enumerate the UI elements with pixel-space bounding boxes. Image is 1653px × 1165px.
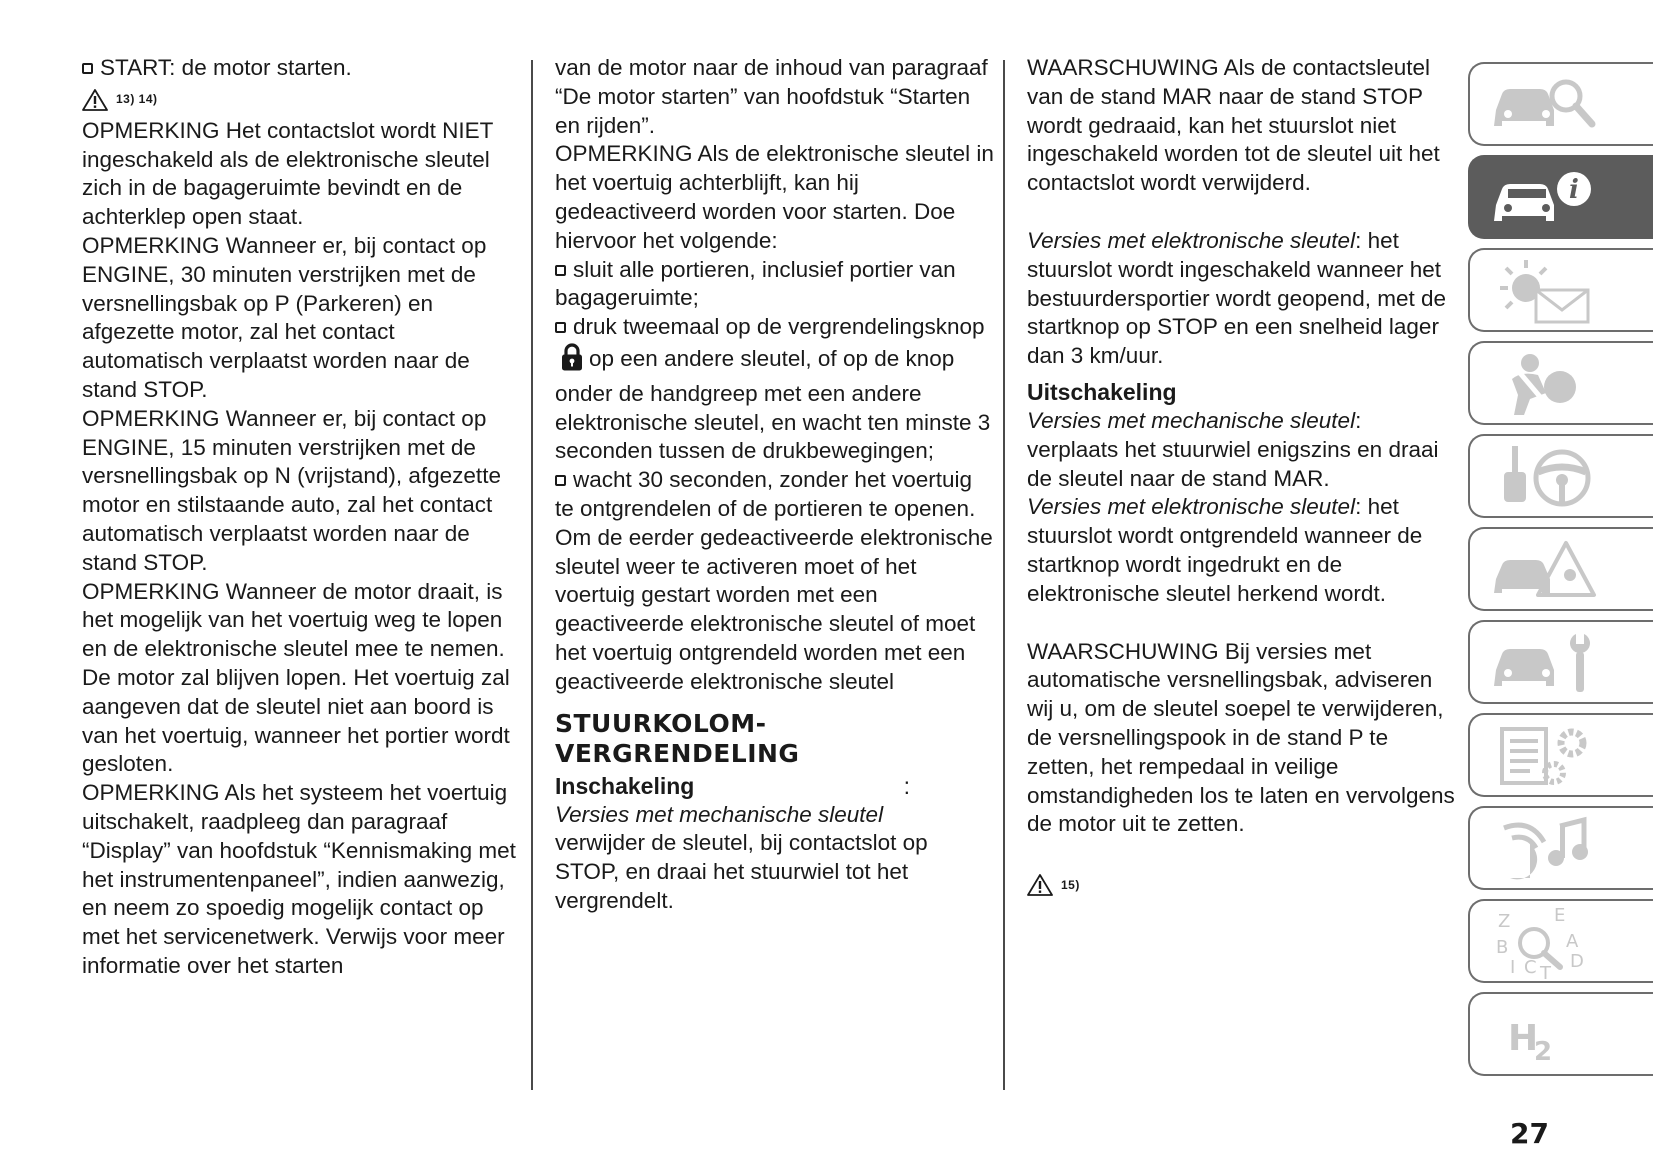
note-paragraph: OPMERKING Als de elektronische sleutel in het voertuig achterblijft, kan hij gedeactiveerd worden voor starten. Doe hiervoor het volgende: <box>555 141 994 253</box>
electronic-key-paragraph-2: Versies met elektronische sleutel: het stuurslot wordt ontgrendeld wanneer de startknop wordt ingedrukt en de elektronische sleutel herkend wordt. <box>1027 494 1423 606</box>
warning-triangle-icon <box>1027 874 1053 896</box>
note-paragraph: OPMERKING Het contactslot wordt NIET ingeschakeld als de elektronische sleutel zich in de bagageruimte bevindt en de achterklep open staat. <box>82 117 493 230</box>
column-2 <box>555 54 995 916</box>
column-1 <box>82 54 522 981</box>
tab-emergency[interactable] <box>1468 527 1653 611</box>
warning-reference <box>1027 868 1457 902</box>
reactivate-paragraph: Om de eerder gedeactiveerde elektronische sleutel weer te activeren moet of het voertuig gestart worden met een geactiveerde elektronische sleutel of moet het voertuig ontgrendeld worden met een geactiveerde elektronische sleutel <box>555 524 993 694</box>
key-steering-wheel-icon <box>1490 442 1600 512</box>
warning-lights-mail-icon <box>1490 256 1600 326</box>
column-divider <box>531 60 533 1090</box>
spacer <box>1027 839 1457 868</box>
bullet-square-icon <box>555 475 566 486</box>
spacer <box>1027 609 1457 638</box>
bullet-start: START: de motor starten. <box>82 54 522 83</box>
mechanical-key-paragraph: Versies met mechanische sleutel: verplaats het stuurwiel enigszins en draai de sleutel naar de stand MAR. <box>1027 407 1439 491</box>
lock-icon <box>559 342 585 380</box>
index-letter: B <box>1496 937 1509 958</box>
tab-maintenance[interactable] <box>1468 620 1653 704</box>
bullet-square-icon <box>555 265 566 276</box>
index-letter: T <box>1540 963 1551 981</box>
column-3 <box>1027 54 1457 902</box>
index-letter: D <box>1570 951 1584 972</box>
tab-multimedia[interactable] <box>1468 806 1653 890</box>
section-heading: STUURKOLOM- VERGRENDELING <box>555 708 800 768</box>
subheading-uitschakeling: Uitschakeling <box>1027 378 1177 405</box>
index-letter: C <box>1524 957 1537 978</box>
specifications-gear-icon <box>1490 721 1600 791</box>
warning-refs-text: 13) 14) <box>116 92 158 107</box>
car-search-icon <box>1490 70 1600 140</box>
continuation-paragraph: van de motor naar de inhoud van paragraaf “De motor starten” van hoofdstuk “Starten en rijden”. <box>555 55 988 138</box>
tab-warning-lights[interactable] <box>1468 248 1653 332</box>
bullet-item: druk tweemaal op de vergrendelingsknopop een andere sleutel, of op de knop onder de handgreep met een andere elektronische sleutel, en wacht ten minste 3 seconden tussen de drukbewegingen; <box>555 314 991 464</box>
index-letter: I <box>1510 957 1516 978</box>
car-info-icon <box>1490 163 1600 233</box>
car-warning-triangle-icon <box>1490 535 1600 605</box>
warning-reference <box>82 83 522 117</box>
bullet-item: sluit alle portieren, inclusief portier van bagageruimte; <box>555 256 956 311</box>
page-number: 27 <box>1510 1117 1549 1150</box>
italic-versions-label: Versies met mechanische sleutel <box>555 801 884 827</box>
tab-specifications[interactable] <box>1468 713 1653 797</box>
note-paragraph: OPMERKING Wanneer de motor draait, is het mogelijk van het voertuig weg te lopen en de elektronische sleutel mee te nemen. De motor zal blijven lopen. Het voertuig zal aangeven dat de sleutel niet aan boord is van het voertuig, wanneer het portier wordt gesloten. <box>82 578 510 777</box>
tab-starting-driving[interactable] <box>1468 434 1653 518</box>
tab-safety[interactable] <box>1468 341 1653 425</box>
column-divider <box>1003 60 1005 1090</box>
subheading-inschakeling: Inschakeling : <box>555 772 910 799</box>
h2-letter: H <box>1508 1018 1539 1059</box>
airbag-seatbelt-icon <box>1490 349 1600 419</box>
tab-car-info[interactable] <box>1468 155 1653 239</box>
alphabetical-index-icon <box>1490 907 1600 981</box>
warning-refs-text: 15) <box>1061 877 1080 892</box>
index-letter: A <box>1566 931 1579 952</box>
bullet-square-icon <box>555 322 566 333</box>
svg-text:i: i <box>1569 175 1579 205</box>
spacer <box>1027 198 1457 227</box>
instruction-paragraph: verwijder de sleutel, bij contactslot op STOP, en draai het stuurwiel tot het vergrendelt. <box>555 830 928 913</box>
tab-hydrogen[interactable] <box>1468 992 1653 1076</box>
bullet-item: wacht 30 seconden, zonder het voertuig te ontgrendelen of de portieren te openen. <box>555 467 976 521</box>
note-paragraph: OPMERKING Wanneer er, bij contact op ENGINE, 15 minuten verstrijken met de versnellingsbak op N (vrijstand), afgezette motor en stilstaande auto, zal het contact automatisch verplaatst worden naar de stand STOP. <box>82 405 501 575</box>
warning-paragraph: WAARSCHUWING Als de contactsleutel van de stand MAR naar de stand STOP wordt gedraaid, kan het stuurslot niet ingeschakeld worden tot de sleutel uit het contactslot wordt verwijderd. <box>1027 55 1440 196</box>
note-paragraph: OPMERKING Wanneer er, bij contact op ENGINE, 30 minuten verstrijken met de versnellingsbak op P (Parkeren) en afgezette motor, zal het contact automatisch verplaatst worden naar de stand STOP. <box>82 232 487 402</box>
index-letter: Z <box>1498 911 1511 932</box>
multimedia-icon <box>1490 814 1600 884</box>
tab-car-search[interactable] <box>1468 62 1653 146</box>
index-letter: E <box>1554 907 1566 926</box>
bullet-square-icon <box>82 63 93 74</box>
h2-subscript: 2 <box>1534 1037 1553 1067</box>
tab-index[interactable] <box>1468 899 1653 983</box>
hydrogen-h2-icon <box>1490 1000 1600 1070</box>
warning-triangle-icon <box>82 89 108 111</box>
car-wrench-icon <box>1490 628 1600 698</box>
note-paragraph: OPMERKING Als het systeem het voertuig uitschakelt, raadpleeg dan paragraaf “Display” van hoofdstuk “Kennismaking met het instrumentenpaneel”, indien aanwezig, en neem zo spoedig mogelijk contact op met het servicenetwerk. Verwijs voor meer informatie over het starten <box>82 780 516 978</box>
warning-paragraph: WAARSCHUWING Bij versies met automatische versnellingsbak, adviseren wij u, om de sleutel soepel te verwijderen, de versnellingspook in de stand P te zetten, het rempedaal in veilige omstandigheden los te laten en vervolgens de motor uit te zetten. <box>1027 638 1455 837</box>
electronic-key-paragraph: Versies met elektronische sleutel: het stuurslot wordt ingeschakeld wanneer het bestuurdersportier wordt geopend, met de startknop op STOP en een snelheid lager dan 3 km/uur. <box>1027 227 1446 369</box>
